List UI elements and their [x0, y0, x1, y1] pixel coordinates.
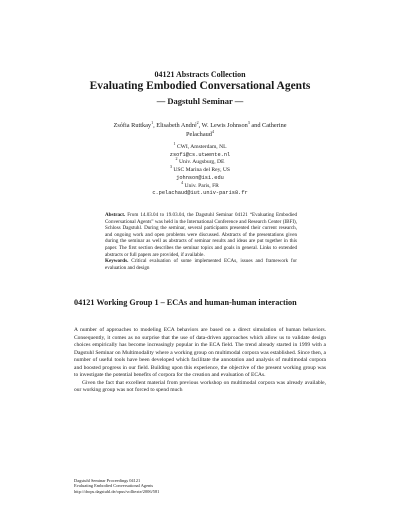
- affil-email: zsofi@cs.utwente.nl: [169, 151, 231, 158]
- keywords-block: [105, 258, 297, 271]
- section-heading: 04121 Working Group 1 – ECAs and human-human interaction: [74, 298, 297, 307]
- author-name: , W. Lewis Johnson: [198, 122, 248, 129]
- body-paragraph: Given the fact that excellent material from previous workshop on multimodal corpora was already available, our working group was not forced to spend much: [74, 379, 326, 393]
- body-paragraph: A number of approaches to modeling ECA behaviors are based on a direct simulation of human behaviors. Consequently, it comes as no surprise that the use of data-driven approaches which allow us to validate design choices empirically has become increasingly popular in the ECA field. The trend already started in 1999 with a Dagstuhl Seminar on Multimodality where a working group on multimodal corpora was established. Since then, a number of useful tools have been developed which facilitate the annotation and analysis of multimodal corpora and boosted progress in our field. Building upon this experience, the objective of the present working group was to investigate the potential benefits of corpora for the creation and evaluation of ECAs.: [74, 327, 326, 378]
- author-affil-mark: 4: [211, 129, 214, 134]
- affil-name: Univ. Augsburg, DE: [178, 159, 225, 166]
- collection-label: 04121 Abstracts Collection: [154, 70, 246, 79]
- affil-number: 3: [169, 164, 172, 170]
- author-affil-mark: 2: [196, 120, 199, 125]
- author-list: [85, 121, 315, 139]
- affil-name: USC Marina del Rey, US: [173, 167, 231, 174]
- author-affil-mark: 3: [247, 120, 250, 125]
- affil-email: c.pelachaud@iut.univ-paris8.fr: [152, 190, 248, 197]
- footer-line: Dagstuhl Seminar Proceedings 04121: [74, 478, 141, 483]
- affil-name: Univ. Paris, FR: [184, 182, 219, 189]
- author-affil-mark: 1: [151, 120, 154, 125]
- affiliation-item: [0, 164, 400, 175]
- abstract-block: [105, 212, 297, 258]
- affil-number: 4: [181, 179, 184, 185]
- page-footer: [74, 478, 324, 494]
- footer-link[interactable]: http://drops.dagstuhl.de/opus/volltexte/2006/581: [74, 488, 160, 494]
- footer-line: Evaluating Embodied Conversational Agents: [74, 483, 154, 489]
- author-name: and Catherine: [249, 122, 287, 129]
- affiliation-item: [0, 156, 400, 170]
- paper-subtitle: — Dagstuhl Seminar —: [156, 96, 244, 106]
- affiliation-item: [0, 141, 400, 152]
- author-name: Pelachaud: [186, 131, 212, 138]
- affil-email: johnson@isi.edu: [176, 174, 224, 181]
- author-name: , Elisabeth André: [153, 122, 197, 129]
- affiliation-item: [0, 179, 400, 191]
- keywords-text: Critical evaluation of some implemented ECAs, issues and framework for evaluation and design: [105, 258, 297, 271]
- affil-number: 2: [175, 156, 178, 162]
- abstract-label: Abstract.: [105, 212, 126, 218]
- paper-title: Evaluating Embodied Conversational Agents: [89, 80, 311, 92]
- abstract-text: From 14.03.04 to 19.03.04, the Dagstuhl Seminar 04121 “Evaluating Embodied Conversational Agents” was held in the International Conference and Research Center (IBFI), Schloss Dagstuhl. During the seminar, several participants presented their current research, and ongoing work and open problems were discussed. Abstracts of the presentations given during the seminar as well as abstracts of seminar results and ideas are put together in this paper. The first section describes the seminar topics and goals in general. Links to extended abstracts or full papers are provided, if available.: [105, 212, 297, 258]
- body-text: [74, 327, 326, 395]
- affil-number: 1: [173, 141, 176, 146]
- affiliation-list: [0, 141, 400, 198]
- keywords-label: Keywords.: [105, 258, 129, 264]
- affil-name: CWI, Amsterdam, NL: [176, 144, 227, 150]
- author-name: Zsófia Ruttkay: [113, 122, 152, 129]
